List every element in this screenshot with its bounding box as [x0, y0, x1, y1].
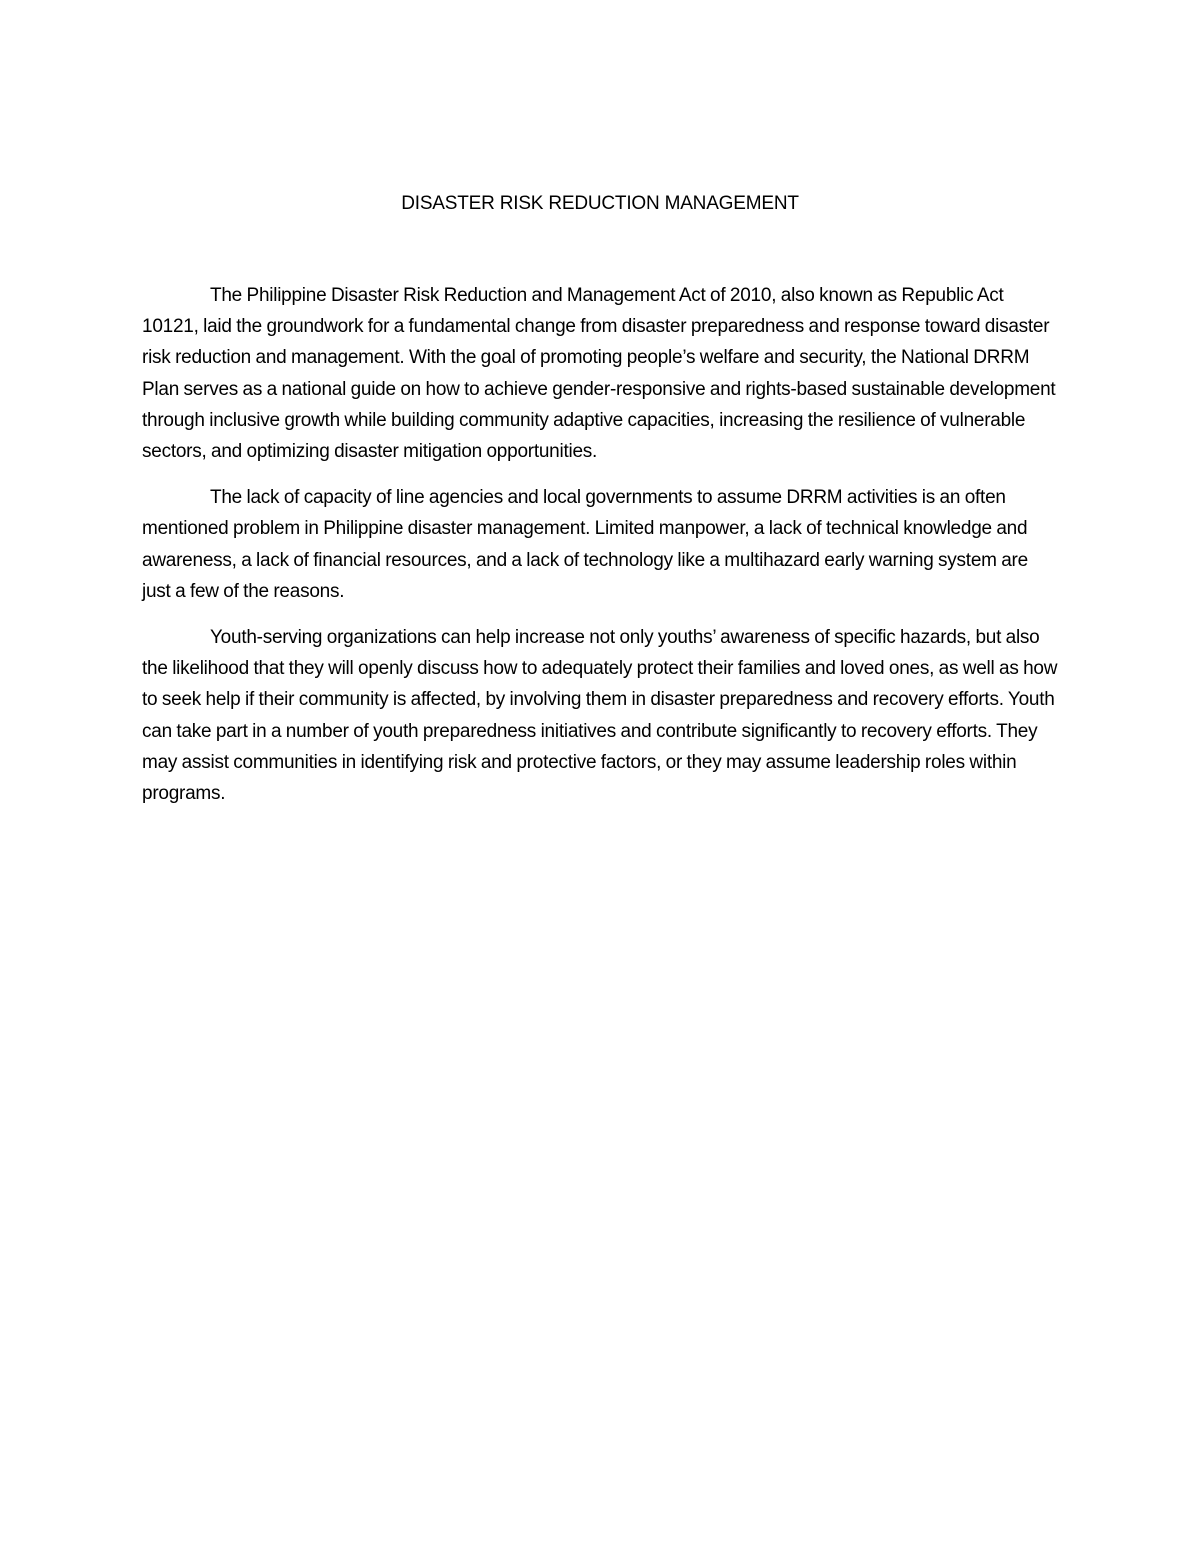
paragraph-youth-organizations: Youth-serving organizations can help increase not only youths’ awareness of specific hazards, but also the likelihood that they will openly discuss how to adequately protect their families and loved ones, as well as how to seek help if their community is affected, by involving them in disaster preparedness and recovery efforts. Youth can take part in a number of youth preparedness initiatives and contribute significantly to recovery efforts. They may assist communities in identifying risk and protective factors, or they may assume leadership roles within programs. [142, 627, 1058, 805]
document-title: DISASTER RISK REDUCTION MANAGEMENT [401, 193, 799, 214]
document-body [142, 280, 1060, 824]
paragraph-drrm-act: The Philippine Disaster Risk Reduction and Management Act of 2010, also known as Republic Act 10121, laid the groundwork for a fundamental change from disaster preparedness and response toward disaster risk reduction and management. With the goal of promoting people’s welfare and security, the National DRRM Plan serves as a national guide on how to achieve gender-responsive and rights-based sustainable development through inclusive growth while building community adaptive capacities, increasing the resilience of vulnerable sectors, and optimizing disaster mitigation opportunities. [142, 285, 1056, 463]
paragraph-capacity-problem: The lack of capacity of line agencies and local governments to assume DRRM activities is an often mentioned problem in Philippine disaster management. Limited manpower, a lack of technical knowledge and awareness, a lack of financial resources, and a lack of technology like a multihazard early warning system are just a few of the reasons. [142, 487, 1028, 602]
